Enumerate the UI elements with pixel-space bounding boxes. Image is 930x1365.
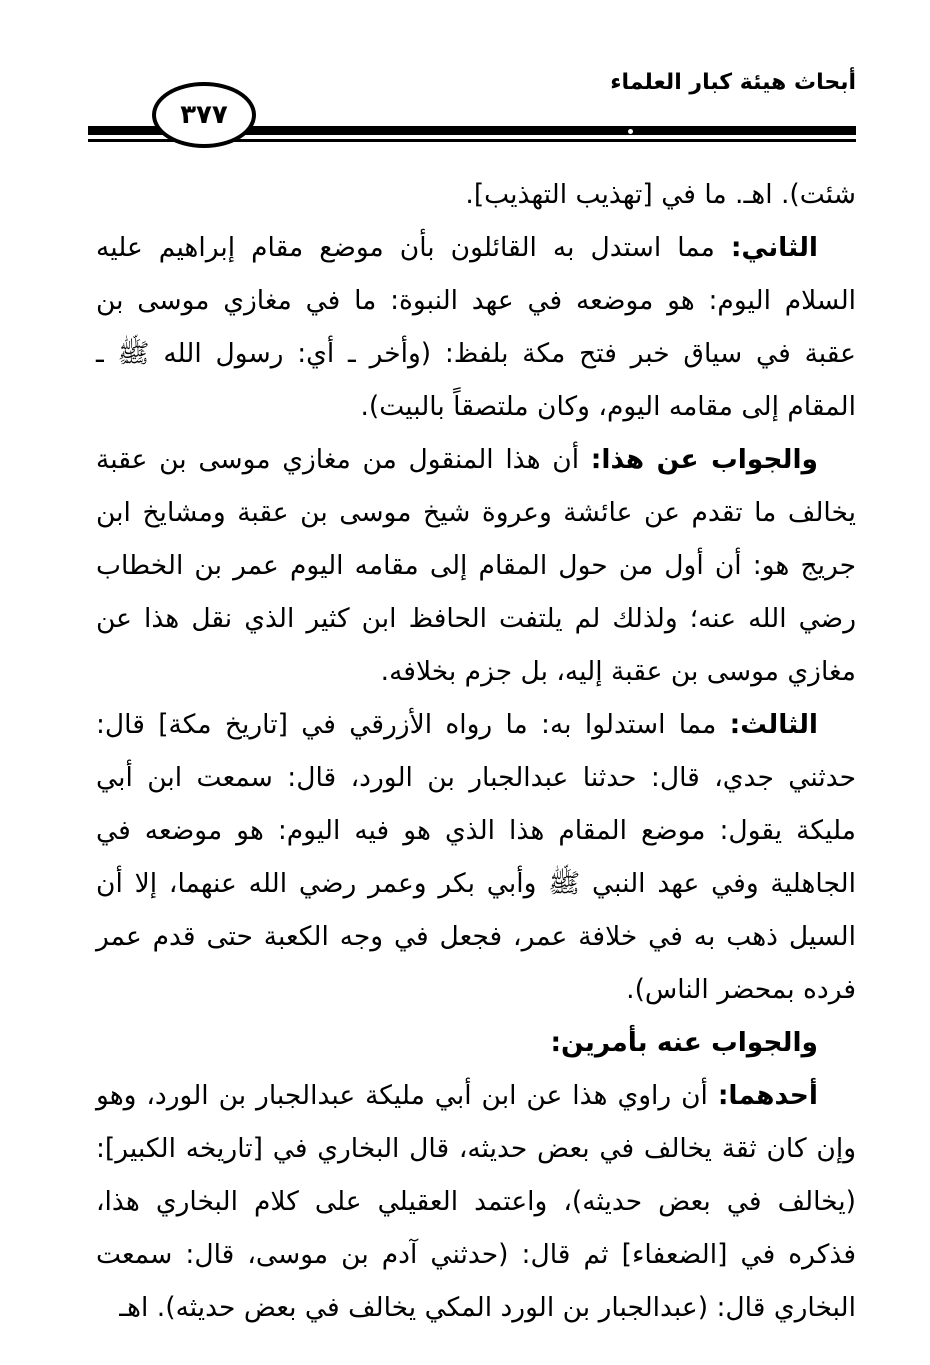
page-number-oval bbox=[152, 82, 256, 148]
paragraph-lead: الثاني: bbox=[730, 232, 818, 263]
paragraph-text: مما استدلوا به: ما رواه الأزرقي في [تاريخ مكة] قال: حدثني جدي، قال: حدثنا عبدالجبار بن الورد، قال: سمعت ابن أبي مليكة يقول: موضع المقام هذا الذي هو فيه اليوم: هو موضعه في الجاهلية وفي عهد النبي ﷺ وأبي بكر وعمر رضي الله عنهما، إلا أن السيل ذهب به في خلافة عمر، فجعل في وجه الكعبة حتى قدم عمر فرده بمحضر الناس). bbox=[96, 709, 856, 1005]
paragraph bbox=[96, 1069, 856, 1334]
paragraph-lead: أحدهما: bbox=[717, 1080, 818, 1111]
paragraph bbox=[96, 433, 856, 698]
page-header bbox=[88, 60, 856, 160]
paragraph-text: أن هذا المنقول من مغازي موسى بن عقبة يخالف ما تقدم عن عائشة وعروة شيخ موسى بن عقبة ومشايخ ابن جريج هو: أن أول من حول المقام إلى مقامه اليوم عمر بن الخطاب رضي الله عنه؛ ولذلك لم يلتفت الحافظ ابن كثير الذي نقل هذا عن مغازي موسى بن عقبة إليه، بل جزم بخلافه. bbox=[96, 444, 856, 687]
body-text bbox=[96, 168, 856, 1334]
paragraph bbox=[96, 698, 856, 1016]
paragraph-text: شئت). اهـ. ما في [تهذيب التهذيب]. bbox=[465, 179, 856, 210]
paragraph-lead: الثالث: bbox=[729, 709, 818, 740]
paragraph-lead: والجواب عن هذا: bbox=[590, 444, 819, 475]
paragraph-text: أن راوي هذا عن ابن أبي مليكة عبدالجبار بن الورد، وهو وإن كان ثقة يخالف في بعض حديثه، قال البخاري في [تاريخه الكبير]: (يخالف في بعض حديثه)، واعتمد العقيلي على كلام البخاري هذا، فذكره في [الضعفاء] ثم قال: (حدثني آدم بن موسى، قال: سمعت البخاري قال: (عبدالجبار بن الورد المكي يخالف في بعض حديثه). اهـ bbox=[96, 1080, 856, 1323]
paragraph bbox=[96, 168, 856, 221]
header-rule-dot bbox=[628, 129, 633, 134]
page-number: ٣٧٧ bbox=[180, 100, 228, 130]
paragraph-text: مما استدل به القائلون بأن موضع مقام إبراهيم عليه السلام اليوم: هو موضعه في عهد النبوة: ما في مغازي موسى بن عقبة في سياق خبر فتح مكة بلفظ: (وأخر ـ أي: رسول الله ﷺ ـ المقام إلى مقامه اليوم، وكان ملتصقاً بالبيت). bbox=[96, 232, 856, 422]
running-title: أبحاث هيئة كبار العلماء bbox=[610, 70, 856, 95]
paragraph-lead: والجواب عنه بأمرين: bbox=[550, 1027, 818, 1058]
paragraph bbox=[96, 1016, 856, 1069]
paragraph bbox=[96, 221, 856, 433]
